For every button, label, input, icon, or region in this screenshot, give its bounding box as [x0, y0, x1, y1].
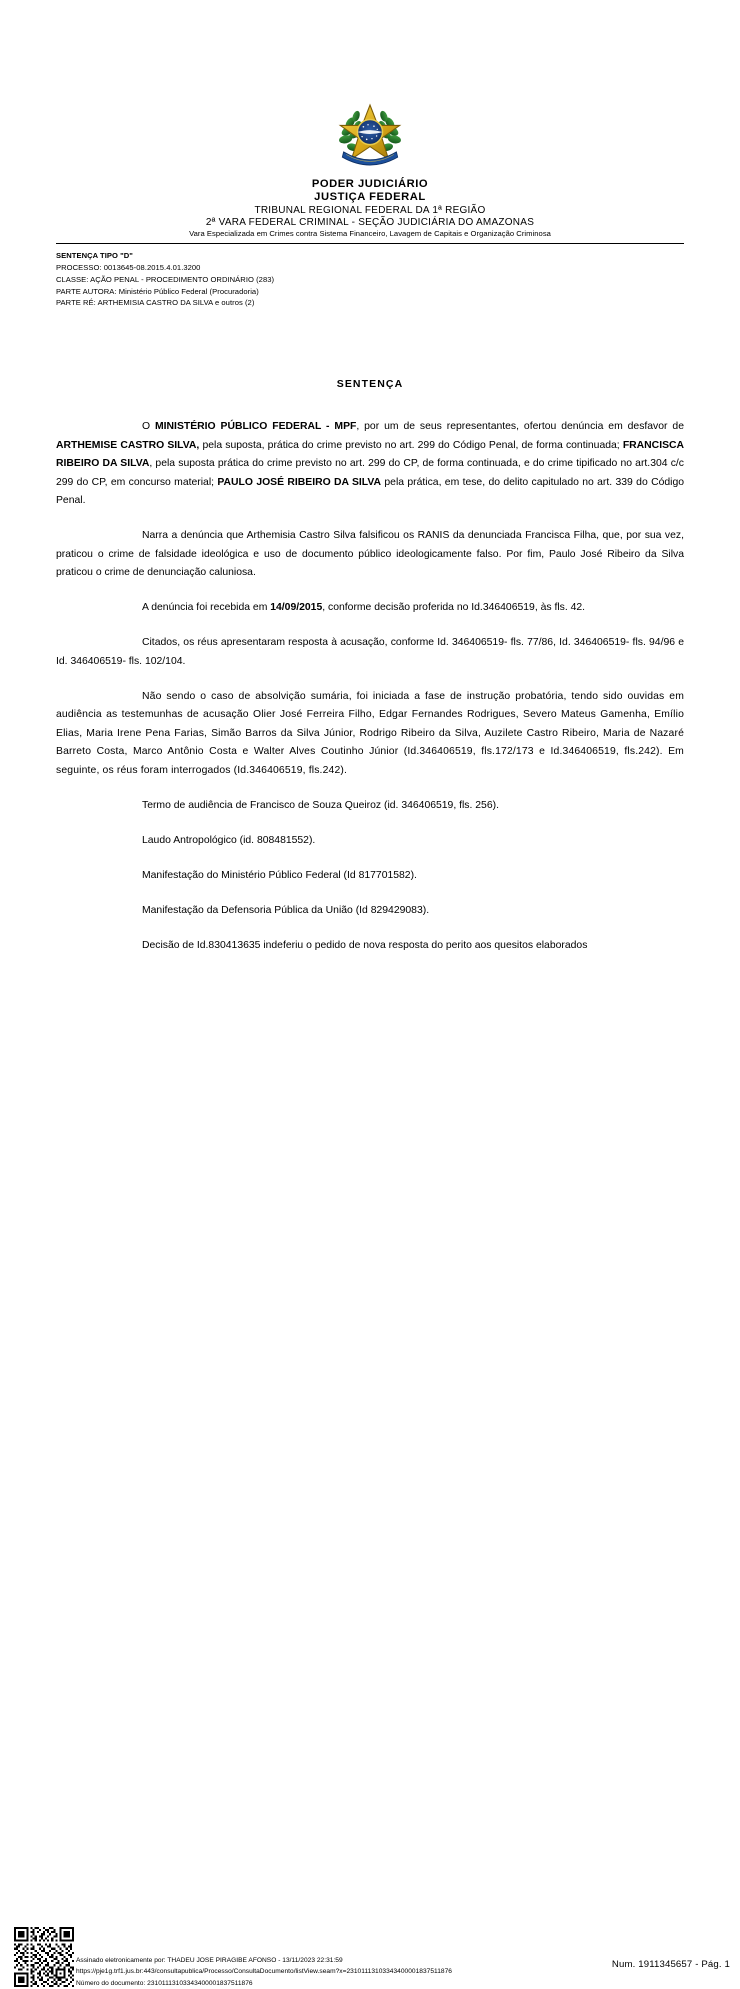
header-line-vara: 2ª VARA FEDERAL CRIMINAL - SEÇÃO JUDICIÁRIA DO AMAZONAS	[205, 216, 535, 228]
document-footer	[0, 963, 740, 1987]
paragraph-manifestacao-dpu: Manifestação da Defensoria Pública da União (Id 829429083).	[142, 904, 430, 916]
footer-signature-block	[76, 1955, 452, 1989]
paragraph-laudo: Laudo Antropológico (id. 808481552).	[142, 834, 316, 846]
p1-seg-re2: FRANCISCA RIBEIRO DA SILVA	[56, 439, 685, 470]
p1-seg-c: , por um de seus representantes, ofertou denúncia em desfavor de	[356, 421, 684, 432]
header-divider	[56, 243, 684, 244]
header-line-especializada: Vara Especializada em Crimes contra Sistema Financeiro, Lavagem de Capitais e Organização Criminosa	[189, 229, 551, 239]
paragraph-recebimento	[56, 599, 684, 618]
footer-document-number: Número do documento: 23101113103343400001837511876	[76, 1979, 253, 1987]
paragraph-decisao: Decisão de Id.830413635 indeferiu o pedido de nova resposta do perito aos quesitos elaborados	[142, 939, 588, 951]
case-metadata	[56, 250, 556, 309]
meta-sentenca-tipo: SENTENÇA TIPO "D"	[56, 251, 133, 260]
footer-signature-line: Assinado eletronicamente por: THADEU JOSE PIRAGIBE AFONSO - 13/11/2023 22:31:59	[76, 1957, 343, 1964]
header-line-tribunal: TRIBUNAL REGIONAL FEDERAL DA 1ª REGIÃO	[254, 204, 486, 216]
paragraph-instrucao: Não sendo o caso de absolvição sumária, foi iniciada a fase de instrução probatória, tendo sido ouvidas em audiência as testemunhas de acusação Olier José Ferreira Filho, Edgar Fernandes Rodrigues, Severo Mateus Gamenha, Emílio Elias, Maria Irene Pena Farias, Simão Barros da Silva Júnior, Rodrigo Ribeiro da Silva, Auzilete Castro Ribeiro, Maria de Nazaré Barreto Costa, Marco Antônio Costa e Walter Alves Coutinho Júnior (Id.346406519, fls.172/173 e Id.346406519, fls.242). Em seguinte, os réus foram interrogados (Id.346406519, fls.242).	[56, 690, 684, 776]
qr-code-icon	[14, 1927, 74, 1987]
meta-processo: PROCESSO: 0013645-08.2015.4.01.3200	[56, 262, 201, 272]
meta-classe: CLASSE: AÇÃO PENAL - PROCEDIMENTO ORDINÁRIO (283)	[56, 274, 275, 284]
p3-seg-a: A denúncia foi recebida em	[142, 602, 271, 614]
p1-seg-re3: PAULO JOSÉ RIBEIRO DA SILVA	[217, 476, 382, 488]
header-line-poder-judiciario: PODER JUDICIÁRIO	[311, 178, 429, 190]
p3-seg-c: , conforme decisão proferida no Id.346406519, às fls. 42.	[322, 602, 586, 614]
paragraph-citados: Citados, os réus apresentaram resposta à acusação, conforme Id. 346406519- fls. 77/86, Id. 346406519- fls. 94/96 e Id. 346406519- fls. 102/104.	[56, 637, 684, 667]
paragraph-denuncia	[56, 418, 684, 511]
page-title: SENTENÇA	[336, 378, 404, 390]
p3-seg-data: 14/09/2015	[270, 602, 323, 614]
footer-url[interactable]: https://pje1g.trf1.jus.br:443/consultapublica/Processo/ConsultaDocumento/listView.seam?x=23101113103343400001837511876	[76, 1968, 452, 1976]
paragraph-manifestacao-mpf: Manifestação do Ministério Público Federal (Id 817701582).	[142, 869, 417, 881]
crest-container	[0, 103, 740, 173]
meta-parte-autora: PARTE AUTORA: Ministério Público Federal (Procuradoria)	[56, 286, 259, 296]
p1-seg-e: pela suposta, prática do crime previsto no art. 299 do Código Penal, de forma continuada;	[199, 439, 623, 451]
p1-seg-i: pela prática, em tese, do delito capitulado no art. 339 do Código Penal.	[56, 476, 685, 507]
court-header	[0, 178, 740, 239]
p1-seg-mpf: MINISTÉRIO PÚBLICO FEDERAL - MPF	[155, 421, 357, 432]
paragraph-narra: Narra a denúncia que Arthemisia Castro Silva falsificou os RANIS da denunciada Francisca Filha, que, por sua vez, praticou o crime de falsidade ideológica e uso de documento público ideologicamente falso. Por fim, Paulo José Ribeiro da Silva praticou o crime de denunciação caluniosa.	[56, 530, 684, 579]
p1-seg-re1: ARTHEMISE CASTRO SILVA,	[56, 439, 200, 451]
footer-page-number: Num. 1911345657 - Pág. 1	[611, 1959, 730, 1970]
meta-parte-re: PARTE RÉ: ARTHEMISIA CASTRO DA SILVA e outros (2)	[56, 298, 255, 308]
document-body	[56, 378, 684, 955]
p1-seg-a: O	[142, 421, 156, 432]
header-line-justica-federal: JUSTIÇA FEDERAL	[314, 190, 426, 203]
paragraph-termo-audiencia: Termo de audiência de Francisco de Souza Queiroz (id. 346406519, fls. 256).	[142, 799, 499, 811]
p1-seg-g: , pela suposta prática do crime previsto no art. 299 do CP, de forma continuada, e do crime tipificado no art.304 c/c 299 do CP, em concurso material;	[56, 458, 685, 488]
brazil-coat-of-arms-icon	[337, 103, 403, 173]
